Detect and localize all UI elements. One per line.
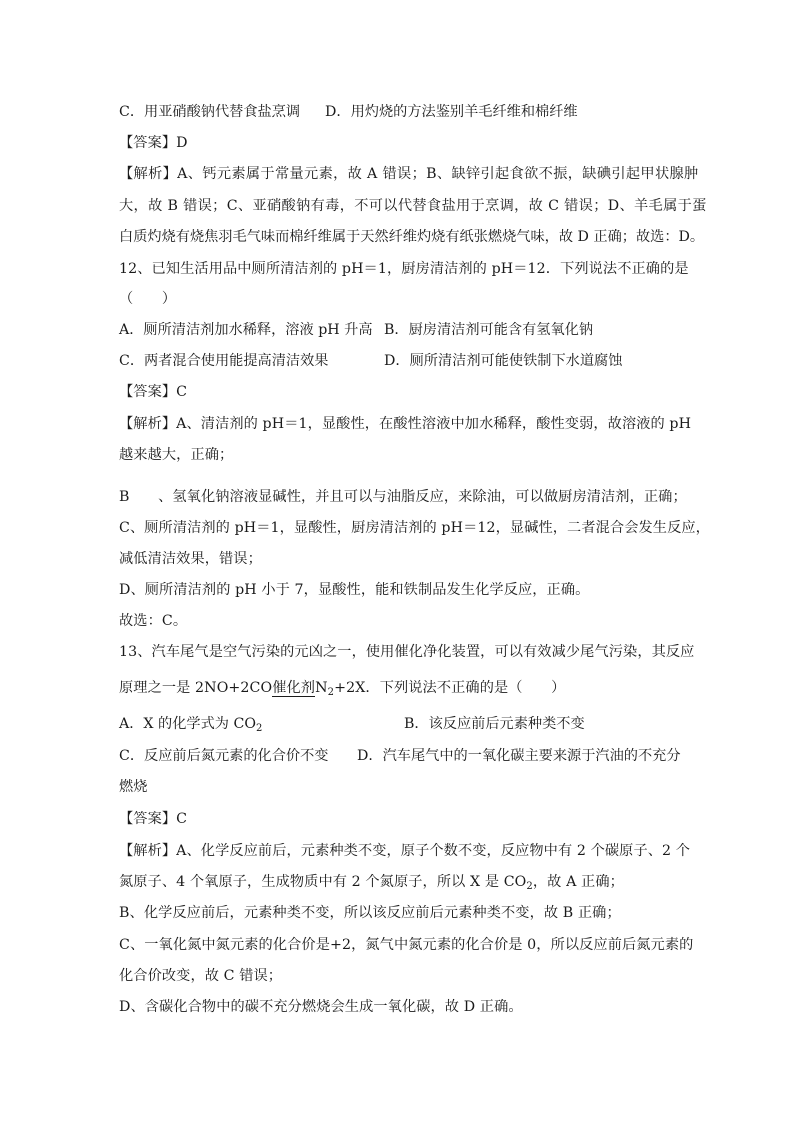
- q13-stem-pre: 原理之一是 2NO+2CO: [119, 680, 273, 696]
- q13-stem-line-1: 13、汽车尾气是空气污染的元凶之一，使用催化净化装置，可以有效减少尾气污染，其反应: [119, 644, 695, 660]
- q13-analysis-line-1: 【解析】A、化学反应前后，元素种类不变，原子个数不变，反应物中有 2 个碳原子、2 个: [119, 843, 691, 859]
- q13-option-d: D．汽车尾气中的一氧化碳主要来源于汽油的不充分: [357, 748, 681, 764]
- q13-analysis-line-2: [119, 872, 624, 897]
- q12-analysis-line-5: 减低清洁效果，错误；: [119, 551, 262, 567]
- q11-option-c: C．用亚硝酸钠代替食盐烹调: [119, 104, 301, 120]
- q12-analysis-line-4: C、厕所清洁剂的 pH＝1，显酸性，厨房清洁剂的 pH＝12，显碱性，二者混合会发生反应，: [119, 520, 710, 536]
- q13-option-b: B．该反应前后元素种类不变: [404, 716, 585, 732]
- q13-analysis-line-4: C、一氧化氮中氮元素的化合价是+2，氮气中氮元素的化合价是 0，所以反应前后氮元素的: [119, 937, 694, 953]
- q12-option-b: B．厨房清洁剂可能含有氢氧化钠: [384, 322, 594, 338]
- q12-option-a: A．厕所清洁剂加水稀释，溶液 pH 升高: [119, 322, 373, 338]
- q12-analysis-line-6: D、厕所清洁剂的 pH 小于 7，显酸性，能和铁制品发生化学反应，正确。: [119, 582, 590, 598]
- q12-analysis-line-3: B 、氢氧化钠溶液显碱性，并且可以与油脂反应，来除油，可以做厨房清洁剂，正确；: [119, 489, 687, 505]
- q13-stem-line-2: [119, 678, 565, 703]
- q13-analysis-line-5: 化合价改变，故 C 错误；: [119, 968, 283, 984]
- q12-answer: 【答案】C: [119, 384, 188, 400]
- q12-analysis-line-2: 越来越大，正确；: [119, 447, 234, 463]
- q13-analysis-line-6: D、含碳化合物中的碳不充分燃烧会生成一氧化碳，故 D 正确。: [119, 999, 523, 1015]
- q13-analysis-2-post: ，故 A 正确；: [532, 874, 624, 890]
- q13-option-a-text: A．X 的化学式为 CO: [119, 716, 256, 732]
- q13-stem-post: +2X．下列说法不正确的是（ ）: [334, 680, 566, 696]
- q13-analysis-2-text: 氮原子、4 个氧原子，生成物质中有 2 个氮原子，所以 X 是 CO: [119, 874, 527, 890]
- q12-option-c: C．两者混合使用能提高清洁效果: [119, 353, 329, 369]
- q13-option-a-subscript: 2: [255, 723, 263, 734]
- catalyst-label: 催化剂: [272, 680, 316, 696]
- q13-answer: 【答案】C: [119, 811, 188, 827]
- q13-analysis-2-subscript: 2: [526, 881, 533, 892]
- q11-analysis-line-3: 白质灼烧有烧焦羽毛气味而棉纤维属于天然纤维灼烧有纸张燃烧气味，故 D 正确；故选：D。: [119, 229, 705, 245]
- q11-answer: 【答案】D: [119, 135, 188, 151]
- q13-option-a: [119, 714, 262, 739]
- q12-paren: （ ）: [119, 291, 177, 307]
- q11-analysis-line-1: 【解析】A、钙元素属于常量元素，故 A 错误；B、缺锌引起食欲不振，缺碘引起甲状腺肿: [119, 166, 699, 182]
- q12-analysis-line-1: 【解析】A、清洁剂的 pH＝1，显酸性，在酸性溶液中加水稀释，酸性变弱，故溶液的 pH: [119, 416, 692, 432]
- q12-analysis-line-7: 故选：C。: [119, 613, 188, 629]
- q12-option-d: D．厕所清洁剂可能使铁制下水道腐蚀: [384, 353, 623, 369]
- q12-stem: 12、已知生活用品中厕所清洁剂的 pH＝1，厨房清洁剂的 pH＝12．下列说法不正确的是: [119, 261, 689, 277]
- q13-stem-n-subscript: 2: [327, 687, 335, 698]
- q13-stem-n: N: [315, 680, 328, 696]
- q11-analysis-line-2: 大，故 B 错误；C、亚硝酸钠有毒，不可以代替食盐用于烹调，故 C 错误；D、羊毛属于蛋: [119, 198, 707, 214]
- q13-analysis-line-3: B、化学反应前后，元素种类不变，所以该反应前后元素种类不变，故 B 正确；: [119, 905, 621, 921]
- q13-option-d-cont: 燃烧: [119, 779, 148, 795]
- q11-option-d: D．用灼烧的方法鉴别羊毛纤维和棉纤维: [325, 104, 578, 120]
- q13-option-c: C．反应前后氮元素的化合价不变: [119, 748, 329, 764]
